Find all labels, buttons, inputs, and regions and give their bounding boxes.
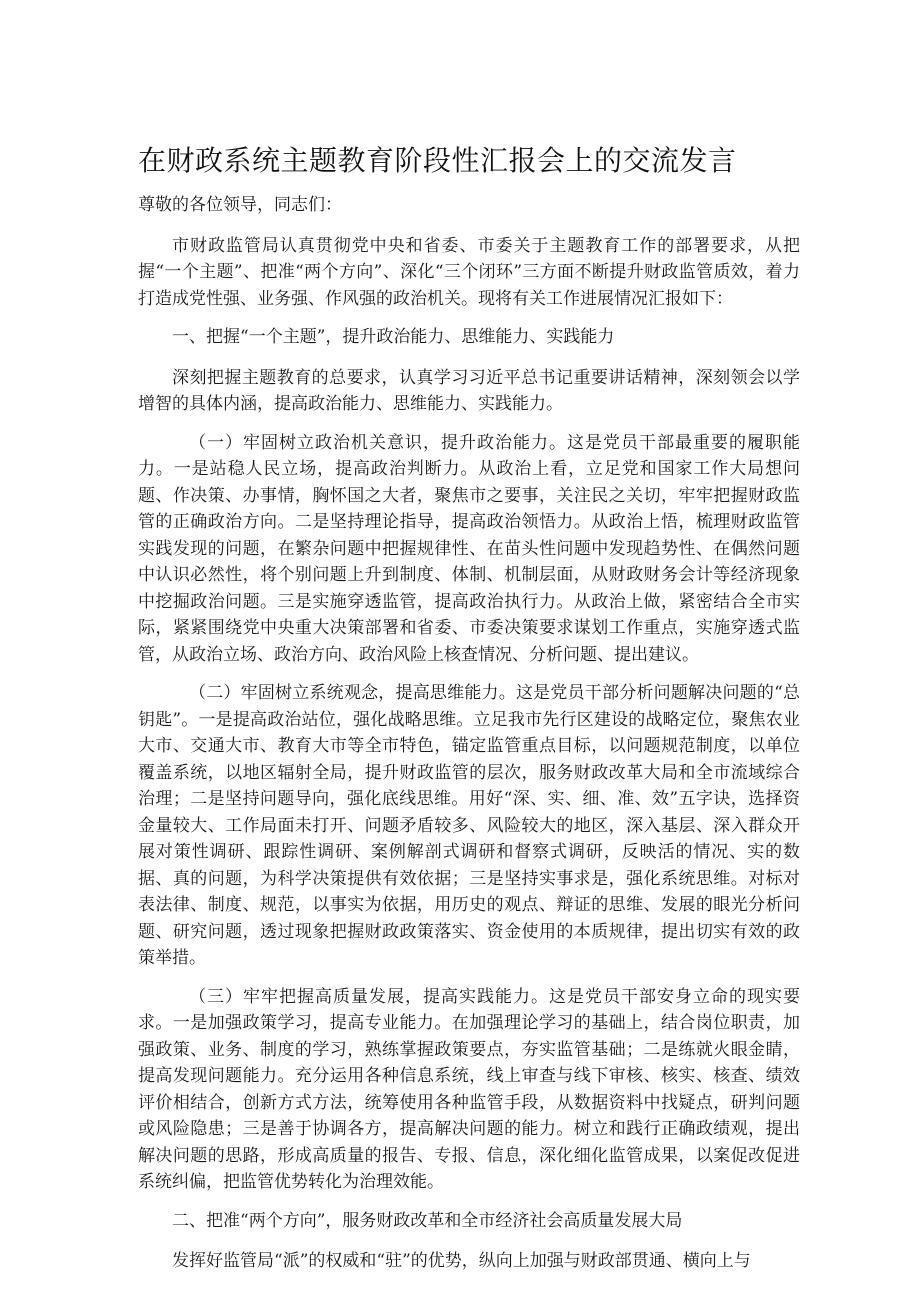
section-2-intro: 发挥好监管局“派”的权威和“驻”的优势，纵向上加强与财政部贯通、横向上与 (172, 1251, 751, 1271)
document-title: 在财政系统主题教育阶段性汇报会上的交流发言 (138, 144, 737, 177)
subsection-1-1: （一）牢固树立政治机关意识，提升政治能力。这是党员干部最重要的履职能力。一是站稳人民立场，提高政治判断力。从政治上看，立足党和国家工作大局想问题、作决策、办事情，胸怀国之大者，聚焦市之要事，关注民之关切，牢牢把握财政监管的正确政治方向。二是坚持理论指导，提高政治领悟力。从政治上悟，梳理财政监管实践发现的问题，在繁杂问题中把握规律性、在苗头性问题中发现趋势性、在偶然问题中认识必然性，将个别问题上升到制度、体制、机制层面，从财政财务会计等经济现象中挖掘政治问题。三是实施穿透监管，提高政治执行力。从政治上做，紧密结合全市实际，紧紧围绕党中央重大决策部署和省委、市委决策要求谋划工作重点，实施穿透式监管，从政治立场、政治方向、政治风险上核查情况、分析问题、提出建议。 (138, 432, 800, 665)
intro-paragraph: 市财政监管局认真贯彻党中央和省委、市委关于主题教育工作的部署要求，从把握“一个主题”、把准“两个方向”、深化“三个闭环”三方面不断提升财政监管质效，着力打造成党性强、业务强、作风强的政治机关。现将有关工作进展情况汇报如下： (138, 235, 800, 309)
document-body (138, 192, 800, 1287)
section-heading-1: 一、把握“一个主题”，提升政治能力、思维能力、实践能力 (172, 327, 615, 347)
section-1-intro: 深刻把握主题教育的总要求，认真学习习近平总书记重要讲话精神，深刻领会以学增智的具体内涵，提高政治能力、思维能力、实践能力。 (138, 367, 800, 414)
subsection-1-2: （二）牢固树立系统观念，提高思维能力。这是党员干部分析问题解决问题的“总钥匙”。一是提高政治站位，强化战略思维。立足我市先行区建设的战略定位，聚焦农业大市、交通大市、教育大市等全市特色，锚定监管重点目标，以问题规范制度，以单位覆盖系统，以地区辐射全局，提升财政监管的层次，服务财政改革大局和全市流域综合治理；二是坚持问题导向，强化底线思维。用好“深、实、细、准、效”五字诀，选择资金量较大、工作局面未打开、问题矛盾较多、风险较大的地区，深入基层、深入群众开展对策性调研、跟踪性调研、案例解剖式调研和督察式调研，反映活的情况、实的数据、真的问题，为科学决策提供有效依据；三是坚持实事求是，强化系统思维。对标对表法律、制度、规范，以事实为依据，用历史的观点、辩证的思维、发展的眼光分析问题、研究问题，透过现象把握财政政策落实、资金使用的本质规律，提出切实有效的政策举措。 (138, 683, 800, 968)
section-heading-2: 二、把准“两个方向”，服务财政改革和全市经济社会高质量发展大局 (172, 1210, 683, 1231)
salutation: 尊敬的各位领导，同志们： (138, 195, 342, 215)
subsection-1-3: （三）牢牢把握高质量发展，提高实践能力。这是党员干部安身立命的现实要求。一是加强政策学习，提高专业能力。在加强理论学习的基础上，结合岗位职责，加强政策、业务、制度的学习，熟练掌握政策要点，夯实监管基础；二是练就火眼金睛，提高发现问题能力。充分运用各种信息系统，线上审查与线下审核、核实、核查、绩效评价相结合，创新方式方法，统筹使用各种监管手段，从数据资料中找疑点，研判问题或风险隐患；三是善于协调各方，提高解决问题的能力。树立和践行正确政绩观，提出解决问题的思路，形成高质量的报告、专报、信息，深化细化监管成果，以案促改促进系统纠偏，把监管优势转化为治理效能。 (138, 986, 800, 1192)
